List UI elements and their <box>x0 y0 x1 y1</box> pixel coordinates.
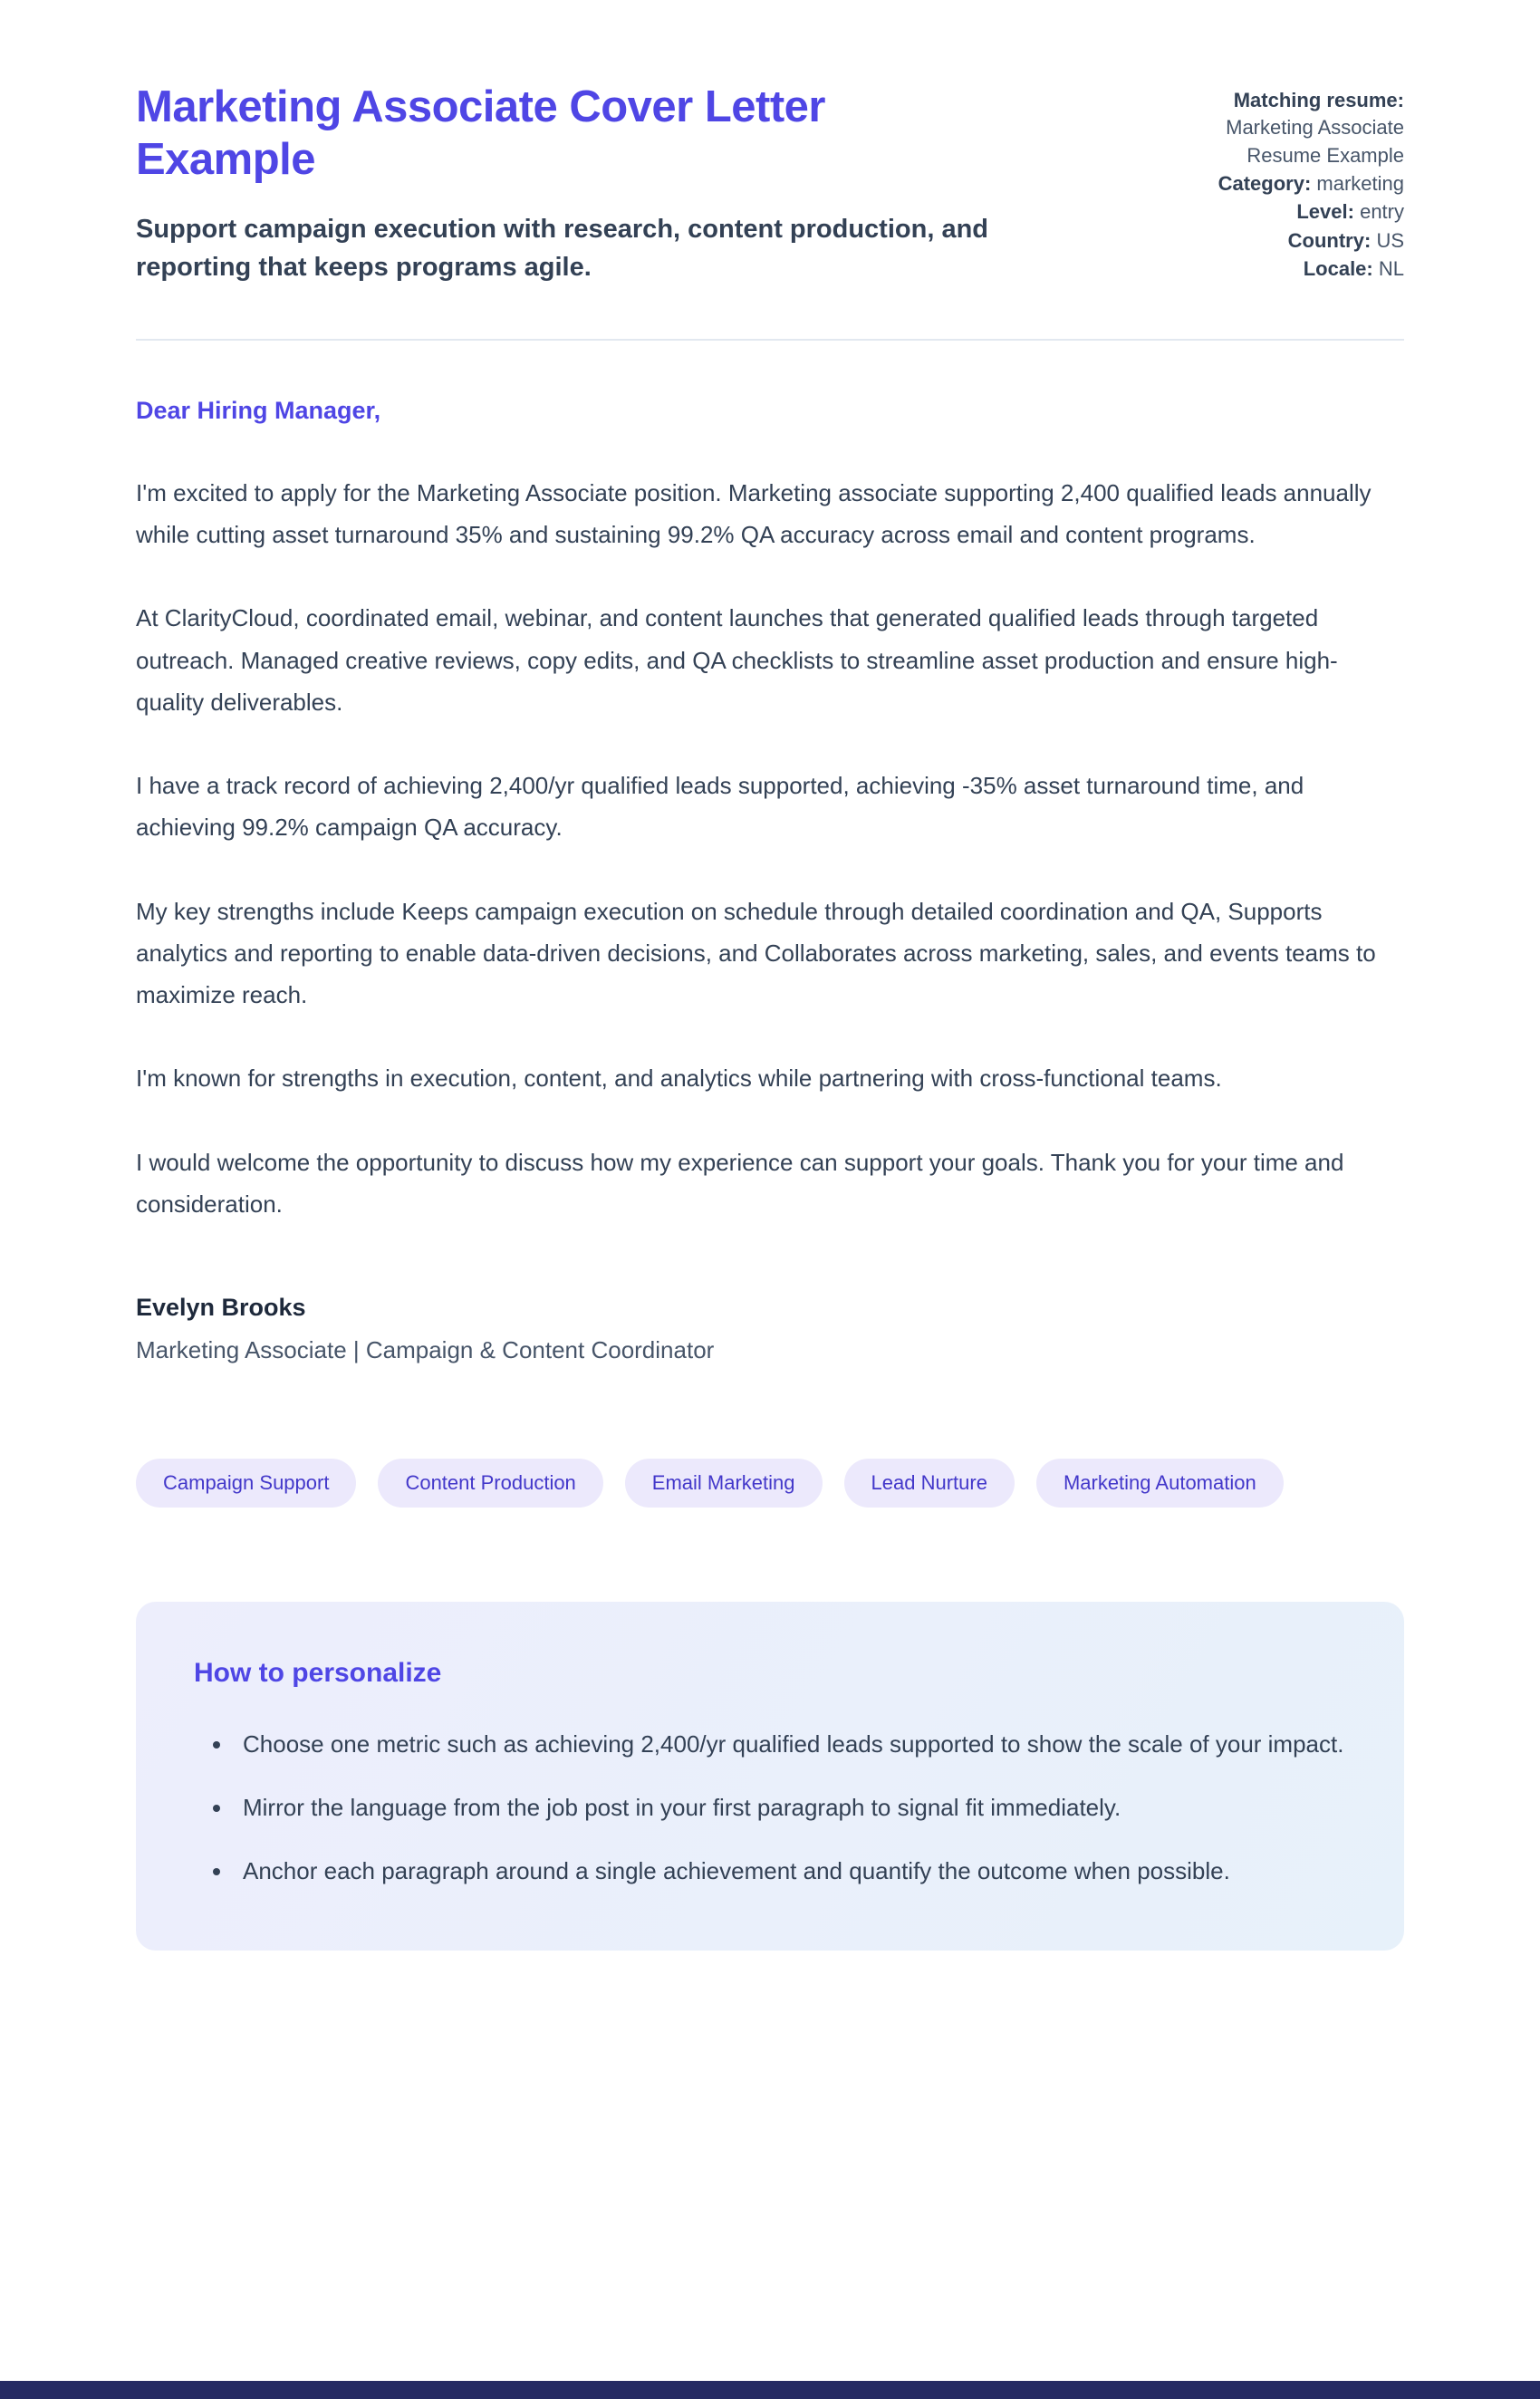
personalize-heading: How to personalize <box>194 1658 442 1689</box>
content-container <box>136 0 1404 2381</box>
meta-country <box>1167 227 1404 255</box>
meta-value: Marketing Associate Resume Example <box>1226 116 1404 167</box>
meta-label: Locale: <box>1303 257 1373 281</box>
footer-bar <box>0 2381 1540 2399</box>
page-subtitle: Support campaign execution with research, content production, and reporting that keeps programs agile. <box>136 214 988 282</box>
signature-block <box>136 1294 1404 1364</box>
meta-label: Matching resume: <box>1233 89 1404 111</box>
meta-label: Level: <box>1296 200 1354 224</box>
personalize-bullet: • Choose one metric such as achieving 2,400/yr qualified leads supported to show the scale of your impact. <box>234 1725 1346 1763</box>
tag-lead-nurture[interactable]: Lead Nurture <box>844 1459 1015 1508</box>
resume-meta-block <box>1167 82 1404 284</box>
tags-row <box>136 1459 1404 1508</box>
letter-paragraph: I'm known for strengths in execution, content, and analytics while partnering with cross-functional teams. <box>136 1065 1222 1093</box>
tag-content-production[interactable]: Content Production <box>378 1459 602 1508</box>
cover-letter-body <box>136 397 1404 1364</box>
meta-matching-resume <box>1167 87 1404 169</box>
signature-title: Marketing Associate | Campaign & Content Coordinator <box>136 1336 715 1364</box>
letter-paragraph: I'm excited to apply for the Marketing Associate position. Marketing associate supporting 2,400 qualified leads annually while cutting asset turnaround 35% and sustaining 99.2% QA accuracy across email and content programs. <box>136 478 1372 548</box>
tag-marketing-automation[interactable]: Marketing Automation <box>1036 1459 1284 1508</box>
page-title: Marketing Associate Cover Letter Example <box>136 82 825 184</box>
letter-paragraph: At ClarityCloud, coordinated email, webinar, and content launches that generated qualified leads through targeted outreach. Managed creative reviews, copy edits, and QA checklists to streamline asset production and ensure high-quality deliverables. <box>136 604 1338 716</box>
signature-name: Evelyn Brooks <box>136 1294 306 1322</box>
meta-value: NL <box>1378 257 1404 281</box>
letter-paragraph: My key strengths include Keeps campaign execution on schedule through detailed coordination and QA, Supports analytics and reporting to enable data-driven decisions, and Collaborates across marketing, sales, and events teams to maximize reach. <box>136 897 1376 1009</box>
header-title-block <box>136 82 1006 286</box>
header-divider <box>136 339 1404 341</box>
meta-value: US <box>1376 228 1404 252</box>
meta-value: entry <box>1360 200 1404 224</box>
meta-label: Country: <box>1287 228 1372 252</box>
meta-label: Category: <box>1218 172 1312 196</box>
meta-value: marketing <box>1316 172 1404 196</box>
header <box>136 82 1404 286</box>
meta-level <box>1167 198 1404 226</box>
letter-paragraph: I have a track record of achieving 2,400/yr qualified leads supported, achieving -35% asset turnaround time, and achieving 99.2% campaign QA accuracy. <box>136 772 1304 842</box>
salutation: Dear Hiring Manager, <box>136 396 381 424</box>
meta-category <box>1167 170 1404 198</box>
personalize-bullet: • Mirror the language from the job post in your first paragraph to signal fit immediately. <box>234 1788 1346 1826</box>
tag-email-marketing[interactable]: Email Marketing <box>625 1459 823 1508</box>
personalize-bullet: • Anchor each paragraph around a single achievement and quantify the outcome when possible. <box>234 1852 1346 1890</box>
tag-campaign-support[interactable]: Campaign Support <box>136 1459 356 1508</box>
meta-locale <box>1167 255 1404 283</box>
letter-paragraph: I would welcome the opportunity to discuss how my experience can support your goals. Thank you for your time and consideration. <box>136 1148 1344 1218</box>
personalize-list <box>194 1725 1346 1890</box>
how-to-personalize-card <box>136 1602 1404 1950</box>
